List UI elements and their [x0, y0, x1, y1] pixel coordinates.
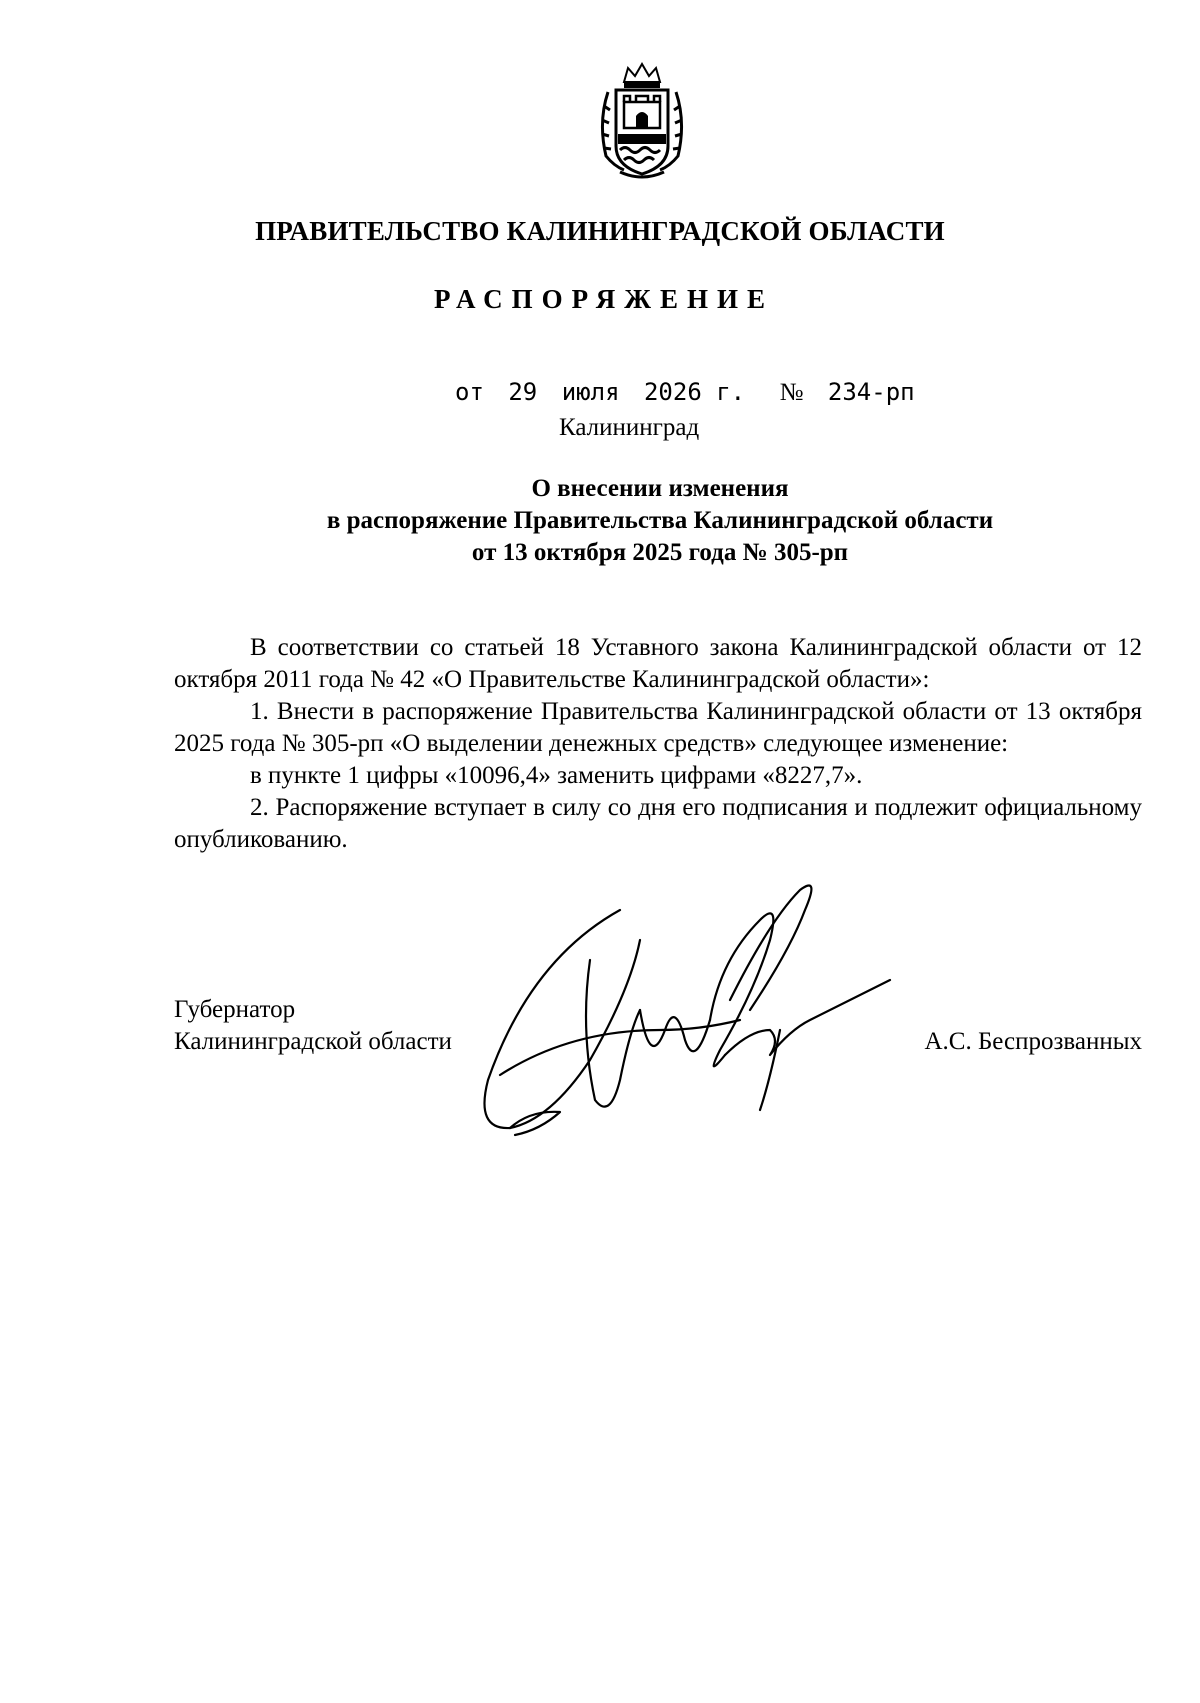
document-type-title: РАСПОРЯЖЕНИЕ — [433, 284, 775, 314]
date-year: 2026 г. — [643, 378, 746, 406]
date-number-line — [455, 378, 915, 407]
subject-line: О внесении изменения — [531, 475, 789, 502]
coat-of-arms-icon — [594, 62, 690, 180]
signatory-position — [174, 994, 452, 1058]
subject-line: в распоряжение Правительства Калининградской области — [326, 507, 994, 534]
organization-title: ПРАВИТЕЛЬСТВО КАЛИНИНГРАДСКОЙ ОБЛАСТИ — [255, 216, 945, 246]
document-number: 234-рп — [827, 378, 915, 406]
position-line: Калининградской области — [174, 1028, 452, 1055]
signatory-name: А.С. Беспрозванных — [924, 1028, 1142, 1055]
handwritten-signature — [470, 880, 910, 1160]
city: Калининград — [559, 414, 700, 441]
body-paragraph: 1. Внести в распоряжение Правительства Калининградской области от 13 октября 2025 года № 305-рп «О выделении денежных средств» следующее изменение: — [174, 698, 1142, 757]
body-paragraph: 2. Распоряжение вступает в силу со дня его подписания и подлежит официальному опубликованию. — [174, 794, 1142, 853]
body-paragraph: в пункте 1 цифры «10096,4» заменить цифрами «8227,7». — [250, 762, 863, 789]
date-month: июля — [561, 378, 620, 406]
date-prefix: от — [455, 378, 484, 406]
document-body — [174, 632, 1142, 856]
number-sign: № — [779, 379, 804, 406]
document-subject — [0, 473, 1200, 569]
body-paragraph: В соответствии со статьей 18 Уставного закона Калининградской области от 12 октября 2011 года № 42 «О Правительстве Калининградской области»: — [174, 634, 1142, 693]
date-day: 29 — [508, 378, 538, 406]
subject-line: от 13 октября 2025 года № 305-рп — [471, 539, 849, 566]
position-line: Губернатор — [174, 996, 296, 1023]
